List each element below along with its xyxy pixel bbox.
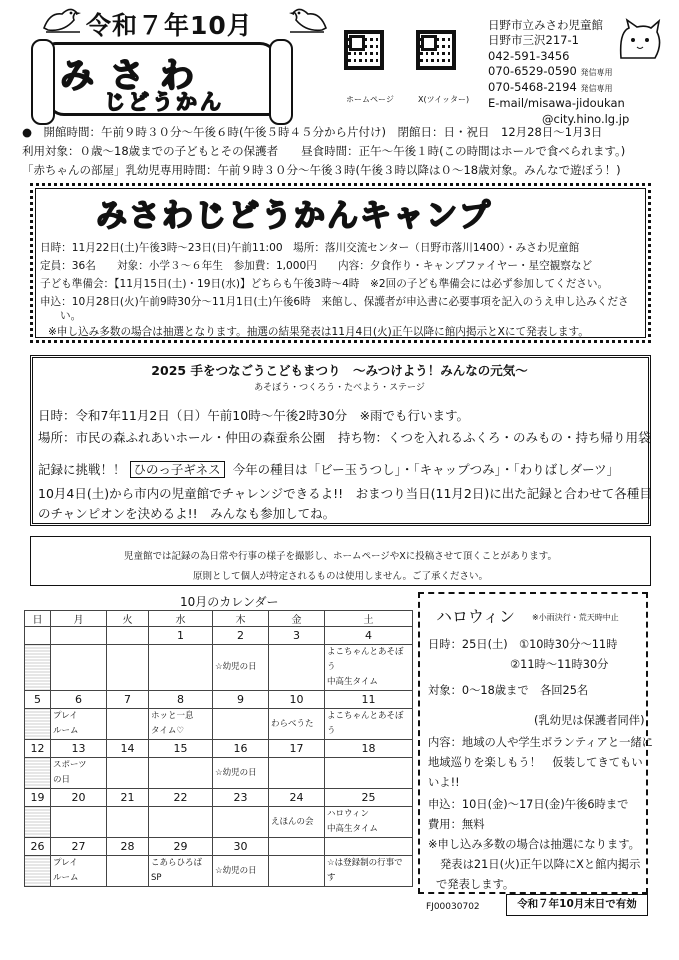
calendar-event: わらべうた bbox=[269, 709, 325, 740]
mobile-note-1: 発信専用 bbox=[580, 67, 613, 77]
calendar-day-number: 4 bbox=[325, 627, 413, 645]
weekday-header: 木 bbox=[213, 611, 269, 627]
calendar-day-number: 3 bbox=[269, 627, 325, 645]
challenge-line bbox=[38, 460, 619, 478]
calendar-event bbox=[149, 758, 213, 789]
calendar-event bbox=[325, 758, 413, 789]
calendar-day-number: 7 bbox=[107, 691, 149, 709]
issue-title: 令和７年10月 bbox=[86, 11, 253, 40]
calendar-event bbox=[107, 709, 149, 740]
camp-date: 日時：11月22日(土)午後3時～23日(日)午前11:00 場所：落川交流センター（日野市落川1400）・みさわ児童館 bbox=[40, 242, 580, 254]
calendar-event bbox=[107, 645, 149, 691]
camp-note: ※申し込み多数の場合は抽選となります。抽選の結果発表は11月4日(火)正午以降に館内掲示とXにて発表します。 bbox=[48, 326, 589, 338]
calendar-day-number: 12 bbox=[25, 740, 51, 758]
calendar-event: えほんの会 bbox=[269, 807, 325, 838]
calendar-day-number: 24 bbox=[269, 789, 325, 807]
calendar-day-number: 8 bbox=[149, 691, 213, 709]
calendar-day-number: 6 bbox=[51, 691, 107, 709]
calendar-day-number: 18 bbox=[325, 740, 413, 758]
calendar-day-number: 26 bbox=[25, 838, 51, 856]
mobile-number-2: 070-5468-2194 bbox=[488, 80, 577, 95]
festival-bring: 持ち物：くつを入れるふくろ・のみもの・持ち帰り用袋 bbox=[338, 430, 651, 445]
calendar-event bbox=[213, 807, 269, 838]
calendar-day-number: 29 bbox=[149, 838, 213, 856]
baby-room-hours: 「赤ちゃんの部屋」乳幼児専用時間：午前９時３０分～午後３時(午後３時以降は０～18歳対象。みんなで遊ぼう！) bbox=[22, 163, 621, 177]
notice-line-2: 原則として個人が特定されるものは使用しません。ご了承ください。 bbox=[192, 571, 489, 582]
calendar-event bbox=[107, 856, 149, 887]
halloween-content-3: いよ!! bbox=[428, 776, 460, 789]
festival-line-2: 10月4日(土)から市内の児童館でチャレンジできるよ!! おまつり当日(11月2日)に出た記録と合わせて各種目 bbox=[38, 486, 652, 501]
camp-apply: 申込：10月28日(火)午前9時30分～11月1日(土)午後6時 来館し、保護者が申込書に必要事項を記入のうえ申し込みくださ bbox=[40, 296, 629, 308]
calendar-day-number: 28 bbox=[107, 838, 149, 856]
logo-line-2: じどうかん bbox=[104, 90, 224, 114]
bird-icon bbox=[288, 2, 330, 36]
notice-line-1: 児童館では記録の為日常や行事の様子を撮影し、ホームページやXに投稿させて頂くことがあります。 bbox=[123, 551, 558, 562]
festival-title: 2025 手をつなごうこどもまつり ～みつけよう！みんなの元気～ bbox=[151, 363, 528, 378]
facility-address: 日野市三沢217-1 bbox=[488, 33, 579, 48]
halloween-date-2: ②11時～11時30分 bbox=[510, 658, 609, 671]
halloween-announce-2: で発表します。 bbox=[436, 878, 515, 891]
weekday-header: 水 bbox=[149, 611, 213, 627]
challenge-label: 記録に挑戦！！ bbox=[38, 462, 126, 477]
logo-line-1: みさわ bbox=[60, 56, 210, 96]
camp-capacity: 定員：36名 対象：小学３～６年生 参加費：1,000円 内容：夕食作り・キャンプファイヤー・星空観察など bbox=[40, 260, 593, 272]
calendar-event: スポーツ の日 bbox=[51, 758, 107, 789]
calendar-day-number: 2 bbox=[213, 627, 269, 645]
x-qr-code[interactable] bbox=[416, 30, 456, 70]
calendar-event: ホッと一息 タイム♡ bbox=[149, 709, 213, 740]
calendar-event bbox=[269, 758, 325, 789]
bird-icon bbox=[40, 2, 82, 36]
document-code: FJ00030702 bbox=[426, 902, 480, 912]
calendar-day-number: 13 bbox=[51, 740, 107, 758]
calendar-day-number: 14 bbox=[107, 740, 149, 758]
festival-place: 場所：市民の森ふれあいホール・仲田の森蚕糸公園 bbox=[38, 430, 326, 445]
calendar-day-number: 20 bbox=[51, 789, 107, 807]
halloween-fee: 費用：無料 bbox=[428, 818, 485, 831]
contact-block bbox=[488, 18, 629, 127]
weekday-header: 日 bbox=[25, 611, 51, 627]
facility-name: 日野市立みさわ児童館 bbox=[488, 18, 603, 32]
calendar-day-number: 10 bbox=[269, 691, 325, 709]
calendar-event bbox=[25, 856, 51, 887]
calendar-day-number: 17 bbox=[269, 740, 325, 758]
calendar-day-number: 30 bbox=[213, 838, 269, 856]
calendar-event bbox=[51, 807, 107, 838]
halloween-content-1: 内容：地域の人や学生ボランティアと一緒に bbox=[428, 736, 654, 749]
calendar-event: プレイ ルーム bbox=[51, 856, 107, 887]
calendar-event bbox=[269, 645, 325, 691]
mobile-note-2: 発信専用 bbox=[580, 84, 613, 94]
email-label: E-mail/misawa-jidoukan bbox=[488, 96, 625, 111]
halloween-target-note: (乳幼児は保護者同伴) bbox=[534, 714, 645, 727]
calendar-day-number: 27 bbox=[51, 838, 107, 856]
phone-number: 042-591-3456 bbox=[488, 48, 570, 63]
calendar-event: ☆は登録制の行事です bbox=[325, 856, 413, 887]
calendar-event: ☆幼児の日 bbox=[213, 856, 269, 887]
calendar-event bbox=[25, 758, 51, 789]
calendar-day-number bbox=[269, 838, 325, 856]
calendar-day-number: 25 bbox=[325, 789, 413, 807]
email-domain: @city.hino.lg.jp bbox=[542, 111, 630, 126]
calendar-event bbox=[107, 758, 149, 789]
calendar-day-number: 11 bbox=[325, 691, 413, 709]
calendar-day-number: 9 bbox=[213, 691, 269, 709]
calendar-event bbox=[107, 807, 149, 838]
calendar-event: ☆幼児の日 bbox=[213, 758, 269, 789]
cat-icon bbox=[615, 18, 665, 64]
challenge-tag: ひのっ子ギネス bbox=[130, 461, 225, 478]
eligibility: 利用対象：０歳～18歳までの子どもとその保護者 昼食時間：正午～午後１時(この時間はホールで食べられます。) bbox=[22, 144, 626, 158]
festival-date: 日時：令和7年11月2日（日）午前10時～午後2時30分 ※雨でも行います。 bbox=[38, 408, 470, 423]
calendar-day-number bbox=[325, 838, 413, 856]
calendar-day-number bbox=[51, 627, 107, 645]
festival-subtitle: あそぼう・つくろう・たべよう・ステージ bbox=[254, 383, 425, 393]
homepage-qr-code[interactable] bbox=[344, 30, 384, 70]
weekday-header: 月 bbox=[51, 611, 107, 627]
festival-line-3: のチャンピオンを決めるよ!! みんなも参加してね。 bbox=[38, 506, 336, 521]
calendar-day-number: 1 bbox=[149, 627, 213, 645]
calendar-event: よこちゃんとあそぼう 中高生タイム bbox=[325, 645, 413, 691]
calendar-day-number: 22 bbox=[149, 789, 213, 807]
calendar-title: 10月のカレンダー bbox=[180, 595, 279, 609]
halloween-date: 日時：25日(土) ①10時30分～11時 bbox=[428, 638, 618, 651]
halloween-target: 対象：0～18歳まで 各回25名 bbox=[428, 684, 589, 697]
weekday-header: 火 bbox=[107, 611, 149, 627]
calendar-event: こあらひろば SP bbox=[149, 856, 213, 887]
calendar-event: よこちゃんとあそぼう bbox=[325, 709, 413, 740]
calendar-table bbox=[24, 610, 413, 887]
challenge-items: 今年の種目は「ビー玉うつし」・「キャップつみ」・「わりばしダーツ」 bbox=[232, 462, 620, 477]
camp-apply-cont: い。 bbox=[60, 310, 82, 322]
calendar-event: ハロウィン 中高生タイム bbox=[325, 807, 413, 838]
halloween-title: ハロウィン bbox=[436, 607, 516, 626]
calendar-event bbox=[25, 709, 51, 740]
photo-notice bbox=[30, 536, 651, 586]
halloween-content-2: 地域巡りを楽しもう！ 仮装してきてもい bbox=[428, 756, 643, 769]
halloween-apply: 申込：10日(金)～17日(金)午後6時まで bbox=[428, 798, 629, 811]
halloween-announce-1: 発表は21日(火)正午以降にXと館内掲示 bbox=[440, 858, 641, 871]
calendar-event bbox=[213, 709, 269, 740]
mobile-number-1: 070-6529-0590 bbox=[488, 63, 577, 78]
weekday-header: 土 bbox=[325, 611, 413, 627]
calendar-event: ☆幼児の日 bbox=[213, 645, 269, 691]
calendar-day-number bbox=[107, 627, 149, 645]
homepage-qr-label: ホームページ bbox=[346, 95, 394, 104]
calendar-day-number: 21 bbox=[107, 789, 149, 807]
calendar-day-number: 16 bbox=[213, 740, 269, 758]
calendar-event bbox=[149, 807, 213, 838]
calendar-day-number: 23 bbox=[213, 789, 269, 807]
calendar-event bbox=[51, 645, 107, 691]
calendar-day-number: 5 bbox=[25, 691, 51, 709]
calendar-day-number: 15 bbox=[149, 740, 213, 758]
opening-hours: ● 開館時間：午前９時３０分～午後６時(午後５時４５分から片付け) 閉館日：日・祝日 12月28日～1月3日 bbox=[22, 125, 603, 139]
halloween-note: ※小雨決行・荒天時中止 bbox=[532, 613, 619, 622]
camp-briefing: 子ども準備会：【11月15日(土)・19日(水)】どちらも午後3時～4時 ※2回の子ども準備会には必ず参加してください。 bbox=[40, 278, 609, 290]
x-qr-label: X(ツイッター) bbox=[418, 95, 470, 104]
calendar-day-number: 19 bbox=[25, 789, 51, 807]
calendar-event bbox=[149, 645, 213, 691]
calendar-day-number bbox=[25, 627, 51, 645]
calendar-event bbox=[25, 645, 51, 691]
weekday-header: 金 bbox=[269, 611, 325, 627]
camp-title: みさわじどうかんキャンプ bbox=[96, 198, 492, 234]
halloween-lottery: ※申し込み多数の場合は抽選になります。 bbox=[428, 838, 640, 851]
calendar-event: プレイ ルーム bbox=[51, 709, 107, 740]
validity-note: 令和７年10月末日で有効 bbox=[506, 894, 648, 916]
calendar-event bbox=[269, 856, 325, 887]
calendar-event bbox=[25, 807, 51, 838]
